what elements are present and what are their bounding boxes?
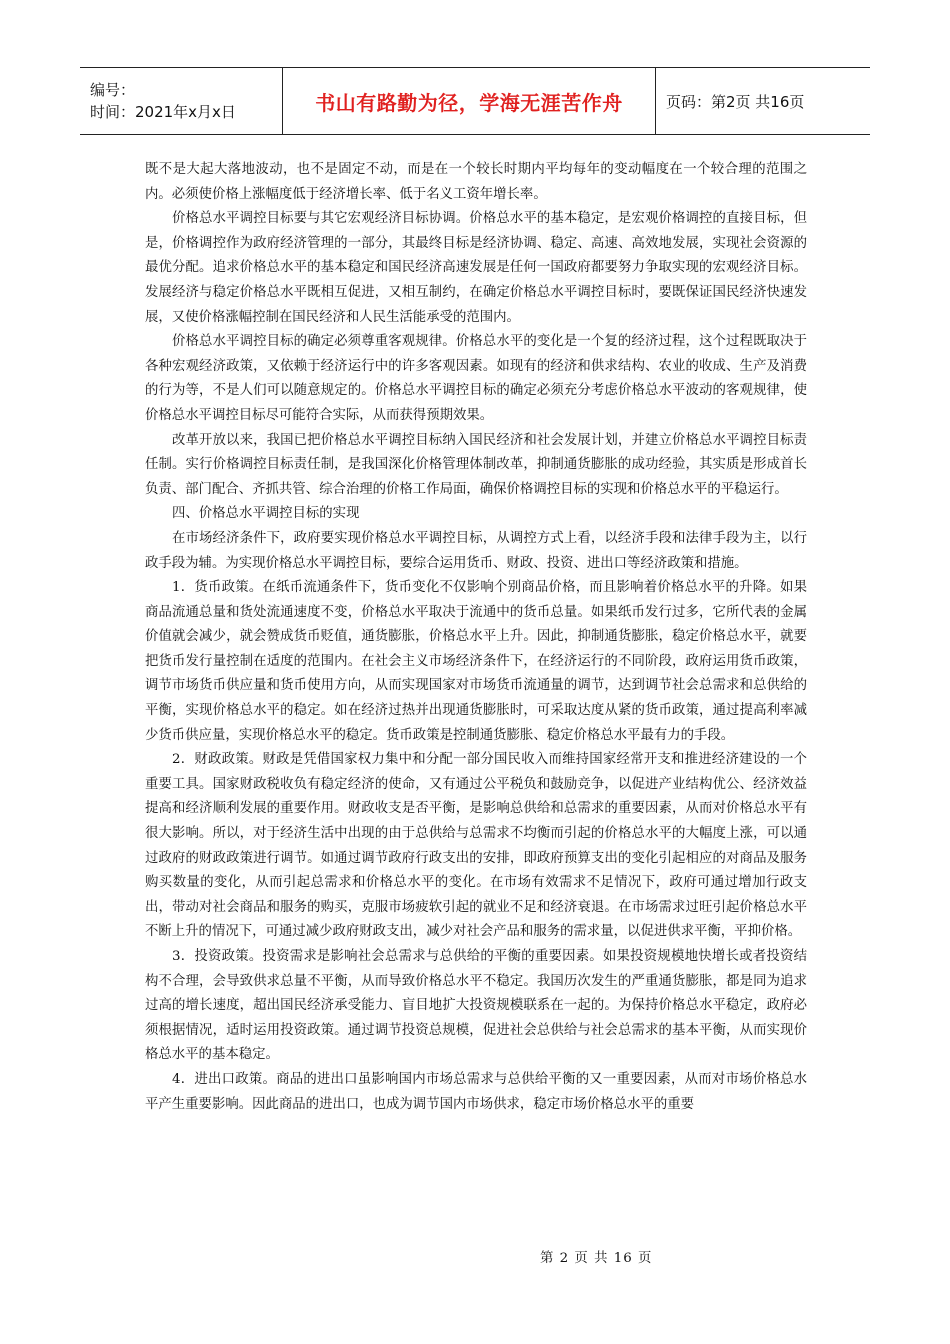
header-motto: 书山有路勤为径，学海无涯苦作舟: [315, 90, 623, 115]
page-header: [80, 67, 870, 135]
paragraph: 3．投资政策。投资需求是影响社会总需求与总供给的平衡的重要因素。如果投资规模地快增长或者投资结构不合理，会导致供求总量不平衡，从而导致价格总水平不稳定。我国历次发生的严重通货膨胀，都是同为追求过高的增长速度，超出国民经济承受能力、盲目地扩大投资规模联系在一起的。为保持价格总水平稳定，政府必须根据情况，适时运用投资政策。通过调节投资总规模，促进社会总供给与社会总需求的基本平衡，从而实现价格总水平的基本稳定。: [145, 949, 807, 1063]
paragraph: 价格总水平调控目标的确定必须尊重客观规律。价格总水平的变化是一个复的经济过程，这个过程既取决于各种宏观经济政策，又依赖于经济运行中的许多客观因素。如现有的经济和供求结构、农业的收成、生产及消费的行为等，不是人们可以随意规定的。价格总水平调控目标的确定必须充分考虑价格总水平波动的客观规律，使价格总水平调控目标尽可能符合实际，从而获得预期效果。: [145, 334, 807, 423]
paragraph: 既不是大起大落地波动，也不是固定不动，而是在一个较长时期内平均每年的变动幅度在一个较合理的范围之内。必须使价格上涨幅度低于经济增长率、低于名义工资年增长率。: [145, 162, 807, 202]
paragraph: 价格总水平调控目标要与其它宏观经济目标协调。价格总水平的基本稳定，是宏观价格调控的直接目标，但是，价格调控作为政府经济管理的一部分，其最终目标是经济协调、稳定、高速、高效地发展，实现社会资源的最优分配。追求价格总水平的基本稳定和国民经济高速发展是任何一国政府都要努力争取实现的宏观经济目标。发展经济与稳定价格总水平既相互促进，又相互制约，在确定价格总水平调控目标时，要既保证国民经济快速发展，又使价格涨幅控制在国民经济和人民生活能承受的范围内。: [145, 211, 807, 325]
page-footer: 第 2 页 共 16 页: [540, 1251, 653, 1266]
paragraph: 4．进出口政策。商品的进出口虽影响国内市场总需求与总供给平衡的又一重要因素，从而对市场价格总水平产生重要影响。因此商品的进出口，也成为调节国内市场供求，稳定市场价格总水平的重要: [145, 1071, 807, 1112]
section-heading: 四、价格总水平调控目标的实现: [172, 506, 360, 522]
header-page-info: 页码：第2页 共16页: [666, 92, 805, 111]
header-motto-cell: [283, 68, 656, 134]
document-body: [145, 158, 807, 1117]
document-date: 时间：2021年x月x日: [90, 103, 236, 121]
paragraph: 改革开放以来，我国已把价格总水平调控目标纳入国民经济和社会发展计划，并建立价格总水平调控目标责任制。实行价格调控目标责任制，是我国深化价格管理体制改革，抑制通货膨胀的成功经验，其实质是形成首长负责、部门配合、齐抓共管、综合治理的价格工作局面，确保价格调控目标的实现和价格总水平的平稳运行。: [145, 432, 807, 497]
paragraph: 2．财政政策。财政是凭借国家权力集中和分配一部分国民收入而维持国家经常开支和推进经济建设的一个重要工具。国家财政税收负有稳定经济的使命，又有通过公平税负和鼓励竞争，以促进产业结构优公、经济效益提高和经济顺利发展的重要作用。财政收支是否平衡，是影响总供给和总需求的重要因素，从而对价格总水平有很大影响。所以，对于经济生活中出现的由于总供给与总需求不均衡而引起的价格总水平的大幅度上涨，可以通过政府的财政政策进行调节。如通过调节政府行政支出的安排，即政府预算支出的变化引起相应的对商品及服务购买数量的变化，从而引起总需求和价格总水平的变化。在市场有效需求不足情况下，政府可通过增加行政支出，带动对社会商品和服务的购买，克服市场疲软引起的就业不足和经济衰退。在市场需求过旺引起价格总水平不断上升的情况下，可通过减少政府财政支出，减少对社会产品和服务的需求量，以促进供求平衡，平抑价格。: [145, 752, 807, 940]
paragraph: 1．货币政策。在纸币流通条件下，货币变化不仅影响个别商品价格，而且影响着价格总水平的升降。如果商品流通总量和货处流通速度不变，价格总水平取决于流通中的货币总量。如果纸币发行过多，它所代表的金属价值就会减少，就会赞成货币贬值，通货膨胀，价格总水平上升。因此，抑制通货膨胀，稳定价格总水平，就要把货币发行量控制在适度的范围内。在社会主义市场经济条件下，在经济运行的不同阶段，政府运用货币政策，调节市场货币供应量和货币使用方向，从而实现国家对市场货币流通量的调节，达到调节社会总需求和总供给的平衡，实现价格总水平的稳定。如在经济过热并出现通货膨胀时，可采取达度从紧的货币政策，通过提高利率减少货币供应量，实现价格总水平的稳定。货币政策是控制通货膨胀、稳定价格总水平最有力的手段。: [145, 580, 807, 743]
paragraph: 在市场经济条件下，政府要实现价格总水平调控目标，从调控方式上看，以经济手段和法律手段为主，以行政手段为辅。为实现价格总水平调控目标，要综合运用货币、财政、投资、进出口等经济政策和措施。: [145, 530, 807, 571]
header-meta-cell: [80, 68, 283, 134]
header-page-cell: [656, 68, 870, 134]
document-number-label: 编号：: [90, 81, 136, 99]
